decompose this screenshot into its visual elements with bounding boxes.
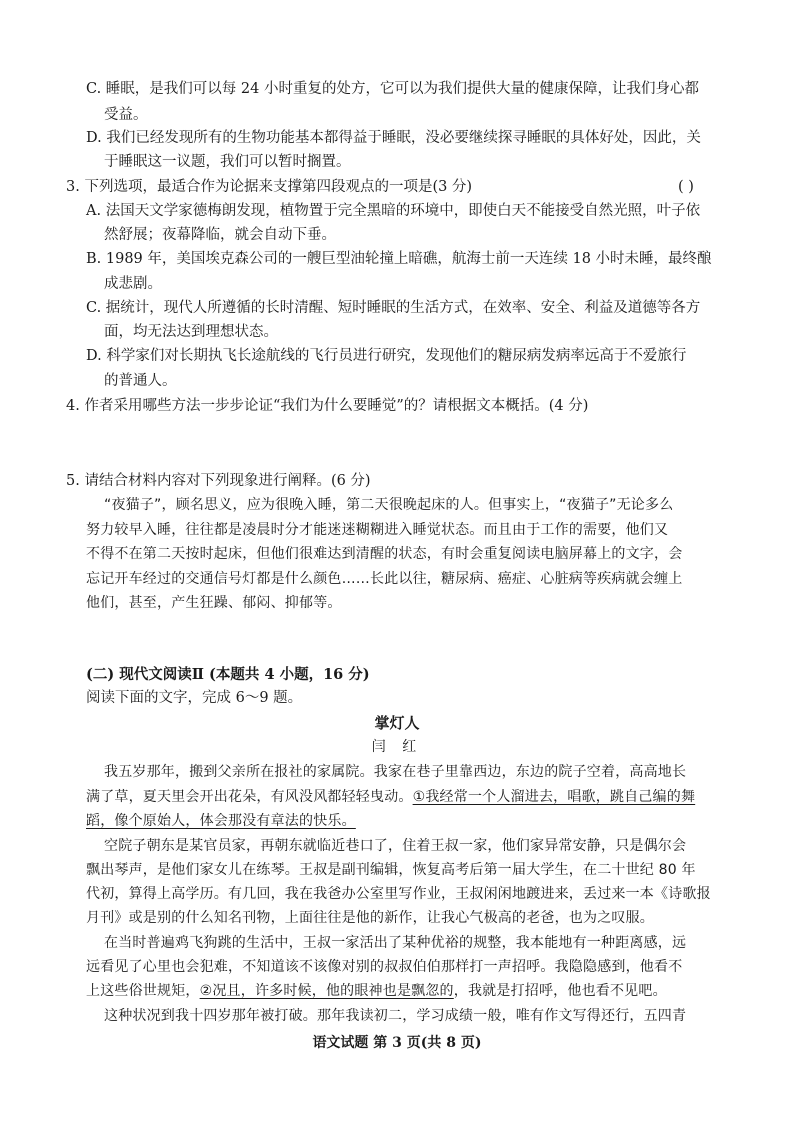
q4-stem: 4. 作者采用哪些方法一步步论证“我们为什么要睡觉”的？请根据文本概括。(4 分) bbox=[66, 398, 589, 414]
q5-material-line-5: 他们，甚至，产生狂躁、郁闷、抑郁等。 bbox=[86, 595, 342, 611]
story-p1-line-2 bbox=[86, 787, 695, 807]
story-p3-line-1: 在当时普遍鸡飞狗跳的生活中，王叔一家活出了某种优裕的规整，我本能地有一种距离感，远 bbox=[104, 935, 687, 951]
q5-material-line-4: 忘记开车经过的交通信号灯都是什么颜色……长此以往，糖尿病、癌症、心脏病等疾病就会缠上 bbox=[86, 571, 683, 587]
story-p3-line-2: 远看见了心里也会犯难，不知道该不该像对别的叔叔伯伯那样打一声招呼。我隐隐感到，他看不 bbox=[86, 959, 683, 975]
q3-option-c-line-1: C. 据统计，现代人所遵循的长时清醒、短时睡眠的生活方式，在效率、安全、利益及道德等各方 bbox=[86, 300, 701, 316]
q3-option-a-line-1: A. 法国天文学家德梅朗发现，植物置于完全黑暗的环境中，即使白天不能接受自然光照，叶子依 bbox=[86, 203, 701, 219]
story-p2-line-1: 空院子朝东是某官员家，再朝东就临近巷口了，住着王叔一家，他们家异常安静，只是偶尔会 bbox=[104, 838, 687, 854]
story-p3-line-3 bbox=[86, 981, 667, 1001]
q5-stem: 5. 请结合材料内容对下列现象进行阐释。(6 分) bbox=[66, 473, 371, 489]
q3-stem: 3. 下列选项，最适合作为论据来支撑第四段观点的一项是(3 分) bbox=[66, 179, 473, 195]
page-footer: 语文试题 第 3 页(共 8 页) bbox=[312, 1035, 482, 1051]
underlined-sentence-1-start: ①我经常一个人溜进去，唱歌，跳自己编的舞 bbox=[412, 789, 696, 805]
story-p2-line-4: 月刊》或是别的什么知名刊物，上面往往是他的新作，让我心气极高的老爸，也为之叹服。 bbox=[86, 910, 654, 926]
q5-material-line-2: 努力较早入睡，往往都是凌晨时分才能迷迷糊糊进入睡觉状态。而且由于工作的需要，他们又 bbox=[86, 522, 669, 538]
underlined-sentence-2: ②况且，许多时候，他的眼神也是飘忽的 bbox=[199, 983, 454, 999]
q2-option-c-line-1: C. 睡眠，是我们可以每 24 小时重复的处方，它可以为我们提供大量的健康保障，让我们身心都 bbox=[86, 81, 699, 97]
q3-option-a-line-2: 然舒展；夜幕降临，就会自动下垂。 bbox=[104, 227, 336, 243]
story-p4-line-1: 这种状况到我十四岁那年被打破。那年我读初二，学习成绩一般，唯有作文写得还行，五四青 bbox=[104, 1008, 687, 1024]
story-author: 闫 红 bbox=[371, 739, 423, 755]
q3-option-d-line-2: 的普通人。 bbox=[104, 373, 177, 389]
q3-option-c-line-2: 面，均无法达到理想状态。 bbox=[104, 324, 278, 340]
story-p3-line-3-start: 上这些俗世规矩， bbox=[86, 983, 200, 999]
story-p2-line-3: 代初，算得上高学历。有几回，我在我爸办公室里写作业，王叔闲闲地踱进来，丢过来一本《诗歌报 bbox=[86, 886, 711, 902]
q2-option-d-line-1: D. 我们已经发现所有的生物功能基本都得益于睡眠，没必要继续探寻睡眠的具体好处，因此，关 bbox=[86, 130, 701, 146]
story-p1-line-1: 我五岁那年，搬到父亲所在报社的家属院。我家在巷子里靠西边，东边的院子空着，高高地长 bbox=[104, 764, 687, 780]
q2-option-d-line-2: 于睡眠这一议题，我们可以暂时搁置。 bbox=[104, 154, 351, 170]
story-p1-line-3 bbox=[86, 811, 356, 831]
story-title: 掌灯人 bbox=[374, 714, 420, 732]
q3-answer-blank: ( ) bbox=[678, 179, 694, 195]
story-p2-line-2: 飘出琴声，是他们家女儿在练琴。王叔是副刊编辑，恢复高考后第一届大学生，在二十世纪 80 年 bbox=[86, 862, 696, 878]
story-p3-line-3-end: ，我就是打招呼，他也看不见吧。 bbox=[453, 983, 667, 999]
q3-option-d-line-1: D. 科学家们对长期执飞长途航线的飞行员进行研究，发现他们的糖尿病发病率远高于不爱旅行 bbox=[86, 348, 687, 364]
q3-option-b-line-2: 成悲剧。 bbox=[104, 276, 162, 292]
q5-material-line-3: 不得不在第二天按时起床，但他们很难达到清醒的状态，有时会重复阅读电脑屏幕上的文字，会 bbox=[86, 546, 683, 562]
q2-option-c-line-2: 受益。 bbox=[104, 107, 148, 123]
section-2-heading: (二) 现代文阅读Ⅱ (本题共 4 小题，16 分) bbox=[86, 666, 370, 683]
underlined-sentence-1-end: 蹈，像个原始人，体会那没有章法的快乐。 bbox=[86, 813, 356, 829]
q5-material-line-1: “夜猫子”，顾名思义，应为很晚入睡，第二天很晚起床的人。但事实上，“夜猫子”无论多么 bbox=[104, 497, 674, 513]
story-p1-line-2-plain: 满了草，夏天里会开出花朵，有风没风都轻轻曳动。 bbox=[86, 789, 413, 805]
section-2-instruction: 阅读下面的文字，完成 6～9 题。 bbox=[86, 690, 303, 706]
q3-option-b-line-1: B. 1989 年，美国埃克森公司的一艘巨型油轮撞上暗礁，航海士前一天连续 18 小时未睡，最终酿 bbox=[86, 251, 712, 267]
